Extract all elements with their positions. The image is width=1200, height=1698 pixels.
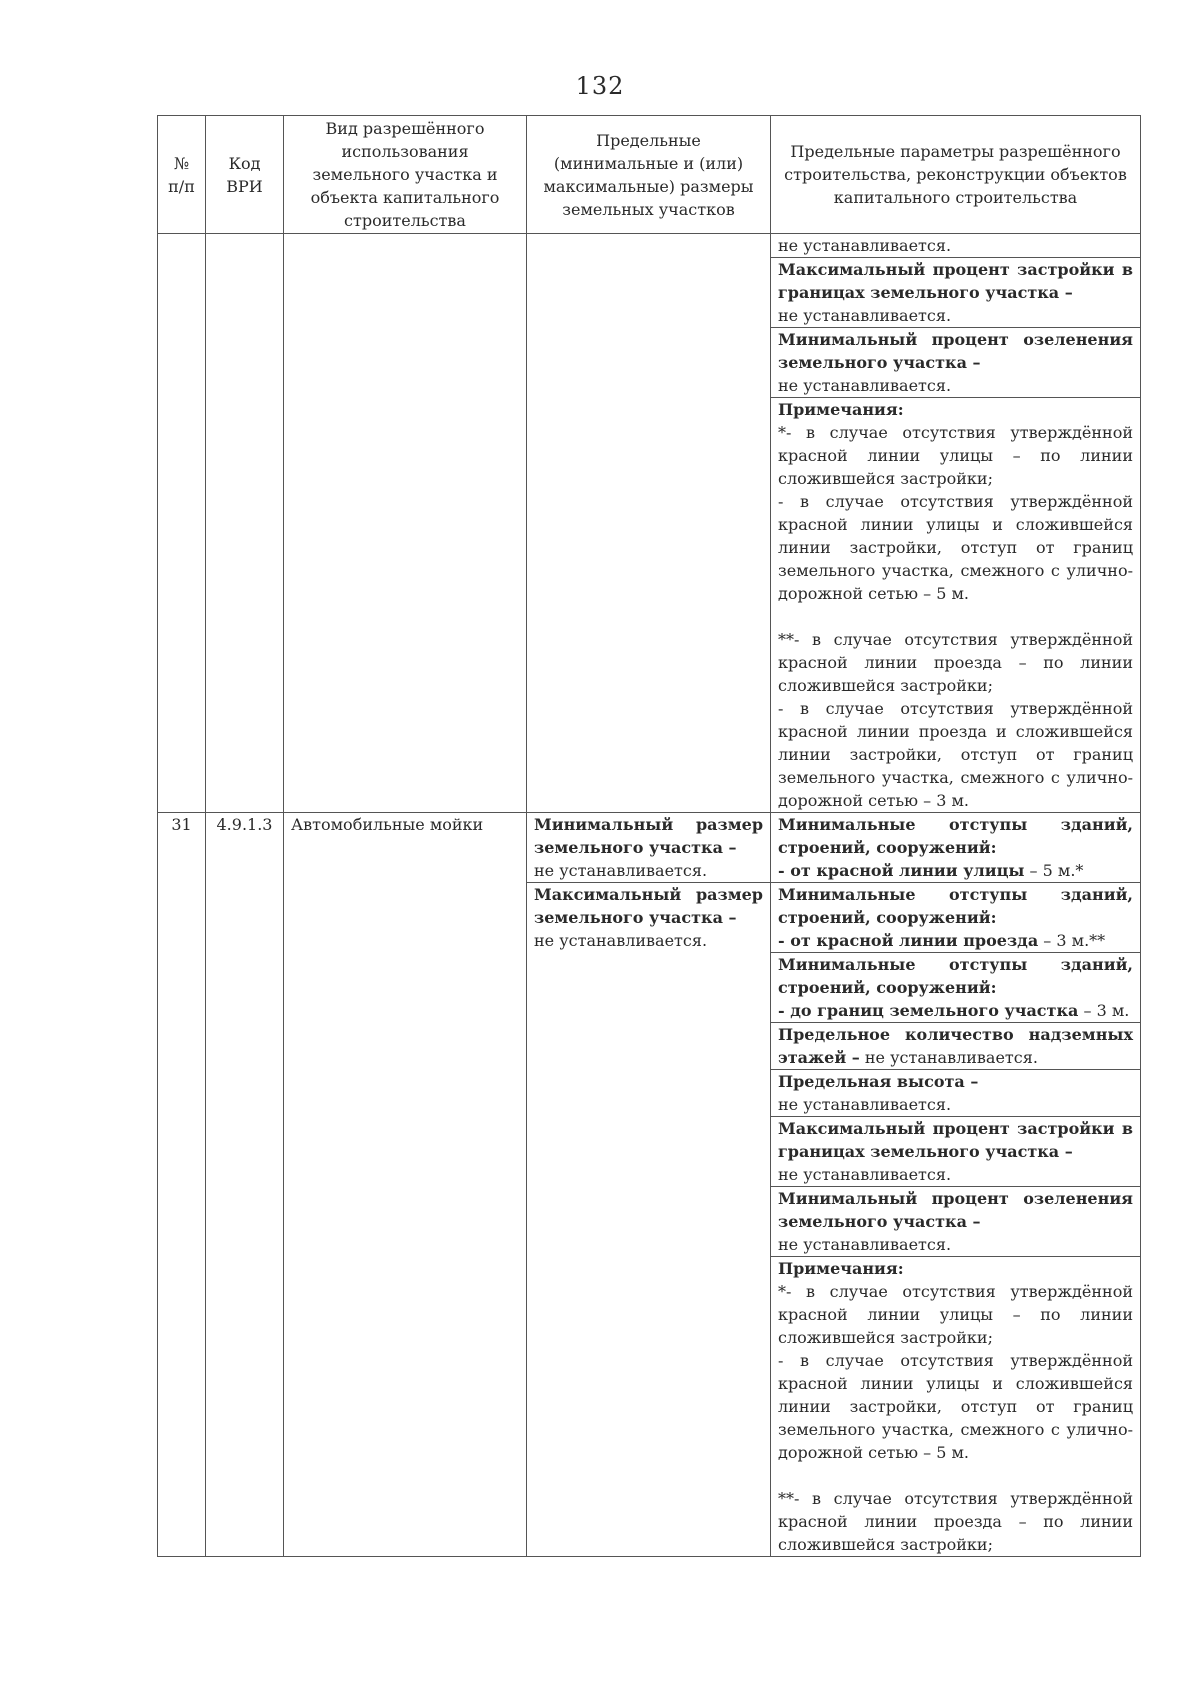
param-subheading: - от красной линии проезда	[778, 931, 1039, 950]
notes-title: Примечания:	[778, 400, 904, 419]
size-max-heading: Максимальный размер земельного участка –	[534, 885, 763, 927]
param-cell	[771, 1070, 1141, 1117]
size-min-cell	[527, 813, 771, 883]
param-heading: Минимальные отступы зданий, строений, сооружений:	[778, 955, 1133, 997]
param-value: не устанавливается.	[778, 1235, 952, 1254]
cont-code-cell	[206, 234, 284, 813]
row-vri: Автомобильные мойки	[284, 813, 527, 1557]
size-min-heading: Минимальный размер земельного участка –	[534, 815, 763, 857]
param-cell	[771, 953, 1141, 1023]
param-text: не устанавливается.	[778, 376, 952, 395]
size-max-cell	[527, 883, 771, 1557]
param-cell	[771, 1023, 1141, 1070]
param-cell	[771, 258, 1141, 328]
cont-size-cell	[527, 234, 771, 813]
param-text: не устанавливается.	[778, 236, 952, 255]
param-value: не устанавливается.	[778, 1095, 952, 1114]
cont-vri-cell	[284, 234, 527, 813]
table-header-row	[158, 116, 1141, 234]
cont-num-cell	[158, 234, 206, 813]
header-num: № п/п	[158, 116, 206, 234]
param-cell	[771, 328, 1141, 398]
param-value: не устанавливается.	[859, 1048, 1038, 1067]
header-sizes: Предельные (минимальные и (или) максимальные) размеры земельных участков	[527, 116, 771, 234]
header-params: Предельные параметры разрешённого строительства, реконструкции объектов капитального строительства	[771, 116, 1141, 234]
regulations-table	[157, 115, 1141, 1557]
page-number: 132	[575, 72, 625, 100]
param-value: – 3 м.**	[1038, 931, 1106, 950]
param-cell	[771, 1117, 1141, 1187]
param-heading: Предельная высота –	[778, 1072, 979, 1091]
notes-cell	[771, 1257, 1141, 1557]
size-max-text: не устанавливается.	[534, 931, 708, 950]
param-heading: Максимальный процент застройки в границах земельного участка –	[778, 1119, 1133, 1161]
notes-cell	[771, 398, 1141, 813]
param-subheading: - от красной линии улицы	[778, 861, 1025, 880]
param-cell	[771, 883, 1141, 953]
note-item: - в случае отсутствия утверждённой красной линии проезда и сложившейся линии застройки, отступ от границ земельного участка, смежного с улично-дорожной сетью – 3 м.	[778, 699, 1133, 810]
param-value: – 5 м.*	[1024, 861, 1084, 880]
header-code: Код ВРИ	[206, 116, 284, 234]
param-cell	[771, 234, 1141, 258]
header-vri: Вид разрешённого использования земельного участка и объекта капитального строительства	[284, 116, 527, 234]
param-subheading: - до границ земельного участка	[778, 1001, 1079, 1020]
row-num: 31	[158, 813, 206, 1557]
note-item: **- в случае отсутствия утверждённой красной линии проезда – по линии сложившейся застройки;	[778, 630, 1133, 695]
size-min-text: не устанавливается.	[534, 861, 708, 880]
param-heading: Минимальные отступы зданий, строений, сооружений:	[778, 885, 1133, 927]
param-heading: Минимальные отступы зданий, строений, сооружений:	[778, 815, 1133, 857]
table-row	[158, 813, 1141, 883]
note-item: **- в случае отсутствия утверждённой красной линии проезда – по линии сложившейся застройки;	[778, 1489, 1133, 1554]
param-heading: Минимальный процент озеленения земельного участка –	[778, 1189, 1133, 1231]
param-value: не устанавливается.	[778, 1165, 952, 1184]
param-heading: Максимальный процент застройки в границах земельного участка –	[778, 260, 1133, 302]
param-cell	[771, 1187, 1141, 1257]
param-value: – 3 м.	[1078, 1001, 1130, 1020]
note-item: *- в случае отсутствия утверждённой красной линии улицы – по линии сложившейся застройки;	[778, 1282, 1133, 1347]
param-text: не устанавливается.	[778, 306, 952, 325]
note-item: *- в случае отсутствия утверждённой красной линии улицы – по линии сложившейся застройки;	[778, 423, 1133, 488]
note-item: - в случае отсутствия утверждённой красной линии улицы и сложившейся линии застройки, отступ от границ земельного участка, смежного с улично-дорожной сетью – 5 м.	[778, 492, 1133, 603]
table-row	[158, 234, 1141, 258]
note-item: - в случае отсутствия утверждённой красной линии улицы и сложившейся линии застройки, отступ от границ земельного участка, смежного с улично-дорожной сетью – 5 м.	[778, 1351, 1133, 1462]
param-cell	[771, 813, 1141, 883]
param-heading: Минимальный процент озеленения земельного участка –	[778, 330, 1133, 372]
notes-title: Примечания:	[778, 1259, 904, 1278]
row-code: 4.9.1.3	[206, 813, 284, 1557]
param-heading: Предельное количество надземных этажей –	[778, 1025, 1133, 1067]
